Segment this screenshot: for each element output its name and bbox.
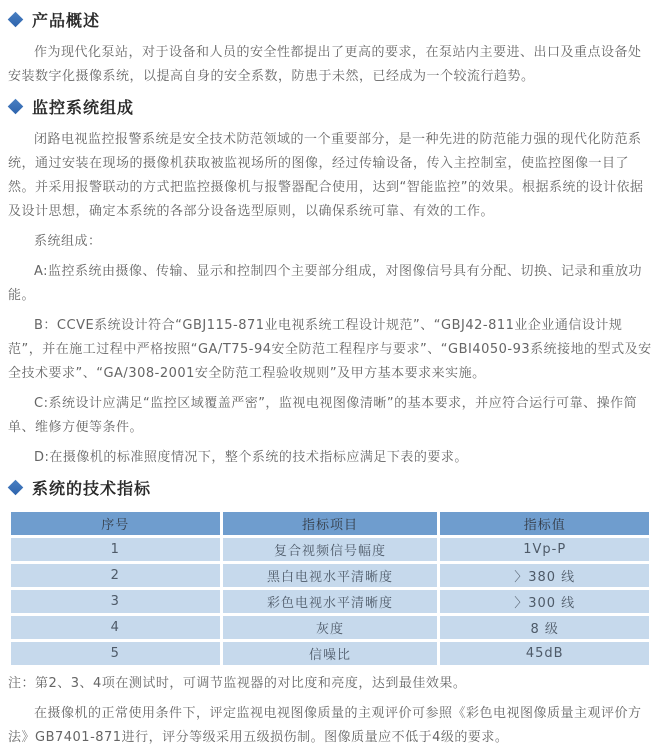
column-header-index: 序号: [11, 512, 220, 535]
cell-item: 彩色电视水平清晰度: [223, 590, 438, 613]
column-header-item: 指标项目: [223, 512, 438, 535]
table-row: [11, 590, 649, 613]
table-note: 注：第2、3、4项在测试时，可调节监视器的对比度和亮度，达到最佳效果。: [8, 676, 467, 691]
diamond-icon: [8, 480, 24, 496]
paragraph-product-overview: 作为现代化泵站，对于设备和人员的安全性都提出了更高的要求，在泵站内主要进、出口及重点设备处安装数字化摄像系统，以提高自身的安全系数，防患于未然，已经成为一个较流行趋势。: [8, 45, 642, 84]
section-heading-system-composition: [8, 95, 652, 118]
table-row: [11, 538, 649, 561]
cell-index: 4: [11, 616, 220, 639]
cell-value: 1Vp-P: [440, 538, 649, 561]
table-row: [11, 642, 649, 665]
diamond-icon: [8, 12, 24, 28]
cell-index: 1: [11, 538, 220, 561]
cell-value: 〉380 线: [440, 564, 649, 587]
cell-index: 3: [11, 590, 220, 613]
paragraph-composition-label: 系统组成：: [34, 234, 102, 249]
paragraph-item-b: B：CCVE系统设计符合“GBJ115-871业电视系统工程设计规范”、“GBJ42-811业企业通信设计规范”，并在施工过程中严格按照“GA/T75-94安全防范工程程序与要求”、“GBI4050-93系统接地的型式及安全技术要求”、“GA/308-2001安全防范工程验收规则”及甲方基本要求来实施。: [8, 318, 652, 381]
section-heading-tech-specs: [8, 476, 652, 499]
section-title-tech-specs: 系统的技术指标: [32, 479, 152, 498]
paragraph-item-d: D:在摄像机的标准照度情况下，整个系统的技术指标应满足下表的要求。: [34, 450, 468, 465]
table-row: [11, 564, 649, 587]
paragraph-system-intro: 闭路电视监控报警系统是安全技术防范领域的一个重要部分，是一种先进的防范能力强的现代化防范系统，通过安装在现场的摄像机获取被监视场所的图像，经过传输设备，传入主控制室，使监控图像一目了然。并采用报警联动的方式把监控摄像机与报警器配合使用，达到“智能监控”的效果。根据系统的设计依据及设计思想，确定本系统的各部分设备选型原则，以确保系统可靠、有效的工作。: [8, 132, 644, 219]
cell-value: 45dB: [440, 642, 649, 665]
column-header-value: 指标值: [440, 512, 649, 535]
section-title-system-composition: 监控系统组成: [32, 98, 135, 117]
cell-item: 复合视频信号幅度: [223, 538, 438, 561]
cell-value: 〉300 线: [440, 590, 649, 613]
cell-index: 5: [11, 642, 220, 665]
section-title-product-overview: 产品概述: [32, 11, 101, 30]
table-row: [11, 616, 649, 639]
cell-index: 2: [11, 564, 220, 587]
cell-item: 黑白电视水平清晰度: [223, 564, 438, 587]
section-heading-product-overview: [8, 8, 652, 31]
tech-spec-table: [8, 509, 652, 668]
paragraph-item-a: A:监控系统由摄像、传输、显示和控制四个主要部分组成，对图像信号具有分配、切换、记录和重放功能。: [8, 264, 643, 303]
cell-item: 灰度: [223, 616, 438, 639]
diamond-icon: [8, 99, 24, 115]
closing-paragraph: 在摄像机的正常使用条件下，评定监视电视图像质量的主观评价可参照《彩色电视图像质量主观评价方法》GB7401-871进行，评分等级采用五级损伤制。图像质量应不低于4级的要求。: [8, 706, 642, 745]
table-header-row: [11, 512, 649, 535]
cell-value: 8 级: [440, 616, 649, 639]
paragraph-item-c: C:系统设计应满足“监控区域覆盖严密”，监视电视图像清晰”的基本要求，并应符合运行可靠、操作简单、维修方便等条件。: [8, 396, 638, 435]
cell-item: 信噪比: [223, 642, 438, 665]
